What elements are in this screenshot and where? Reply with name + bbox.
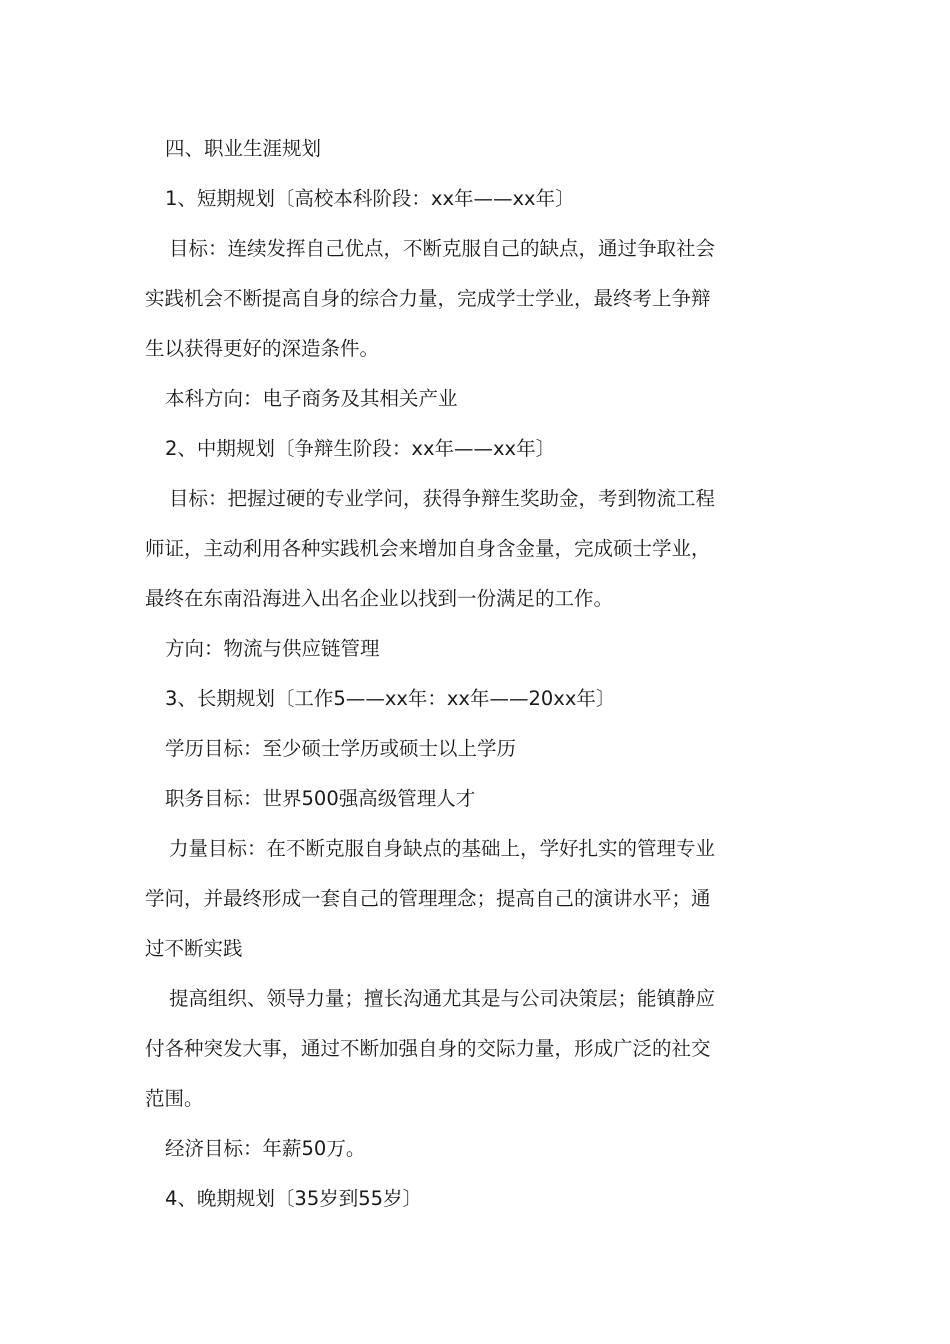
paragraph-line: 最终在东南沿海进入出名企业以找到一份满足的工作。 [145, 587, 614, 610]
document-body [145, 124, 810, 1224]
subheading-mid-term: 2、中期规划〔争辩生阶段：xx年——xx年〕 [165, 437, 556, 460]
paragraph-line: 提高组织、领导力量；擅长沟通尤其是与公司决策层；能镇静应 [169, 987, 716, 1010]
paragraph-line: 力量目标：在不断克服自身缺点的基础上，学好扎实的管理专业 [169, 837, 716, 860]
paragraph-line: 目标：连续发挥自己优点，不断克服自己的缺点，通过争取社会 [169, 237, 716, 260]
paragraph-line: 目标：把握过硬的专业学问，获得争辩生奖助金，考到物流工程 [169, 487, 716, 510]
subheading-late-term: 4、晚期规划〔35岁到55岁〕 [165, 1187, 423, 1210]
paragraph-line: 方向：物流与供应链管理 [165, 637, 380, 660]
paragraph-line: 过不断实践 [145, 937, 243, 960]
paragraph-line: 学问，并最终形成一套自己的管理理念；提高自己的演讲水平；通 [145, 887, 711, 910]
paragraph-line: 职务目标：世界500强高级管理人才 [165, 787, 476, 810]
paragraph-line: 经济目标：年薪50万。 [165, 1137, 366, 1160]
paragraph-line: 实践机会不断提高自身的综合力量，完成学士学业，最终考上争辩 [145, 287, 711, 310]
paragraph-line: 付各种突发大事，通过不断加强自身的交际力量，形成广泛的社交 [145, 1037, 711, 1060]
subheading-short-term: 1、短期规划〔高校本科阶段：xx年——xx年〕 [165, 187, 575, 210]
paragraph-line: 范围。 [145, 1087, 204, 1110]
paragraph-line: 本科方向：电子商务及其相关产业 [165, 387, 458, 410]
paragraph-line: 生以获得更好的深造条件。 [145, 337, 380, 360]
subheading-long-term: 3、长期规划〔工作5——xx年：xx年——20xx年〕 [165, 687, 616, 710]
paragraph-line: 学历目标：至少硕士学历或硕士以上学历 [165, 737, 517, 760]
section-heading: 四、职业生涯规划 [165, 137, 322, 160]
paragraph-line: 师证，主动利用各种实践机会来增加自身含金量，完成硕士学业， [145, 537, 711, 560]
